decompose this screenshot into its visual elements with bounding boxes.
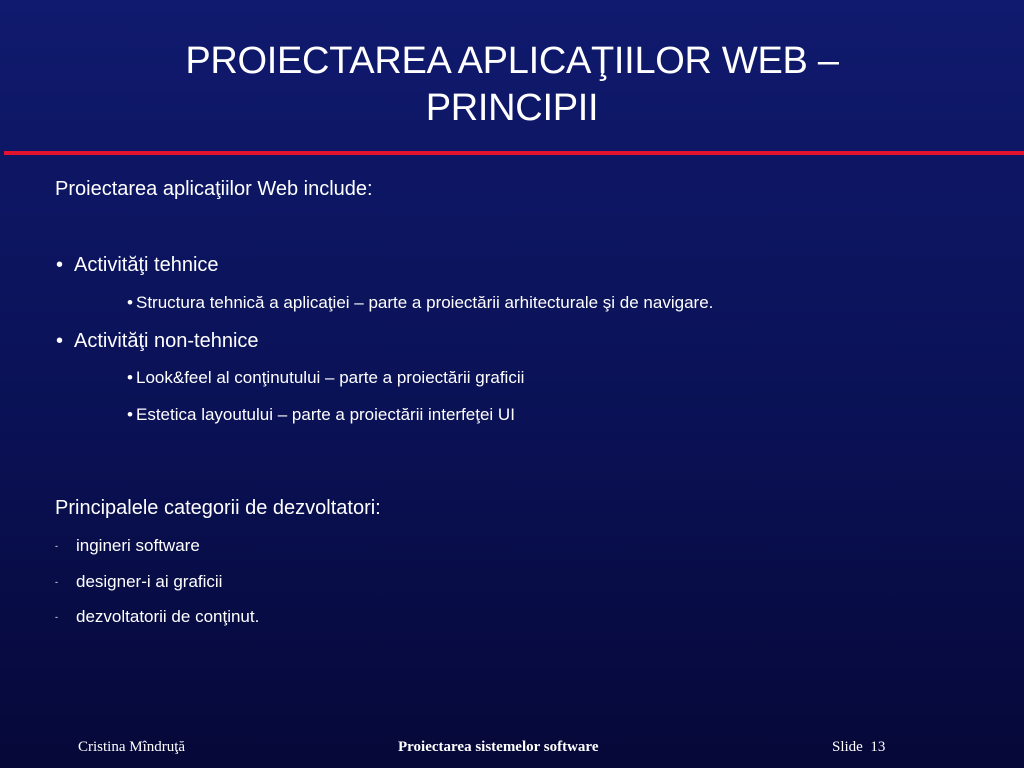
bullet-nontechnical xyxy=(56,330,259,353)
subbullet-layout xyxy=(127,405,515,425)
footer-slide-number xyxy=(832,739,885,756)
subbullet-lookfeel xyxy=(127,368,524,388)
footer-slide-label: Slide xyxy=(832,739,863,755)
dash-icon: - xyxy=(55,612,58,622)
footer-course: Proiectarea sistemelor software xyxy=(398,739,599,755)
bullet-icon: • xyxy=(56,330,64,352)
slide-title-line2: PRINCIPII xyxy=(425,87,599,129)
footer-author: Cristina Mîndruţă xyxy=(78,739,186,755)
subbullet-text: Structura tehnică a aplicaţiei – parte a proiectării arhitecturale şi de navigare. xyxy=(136,293,714,312)
bullet-icon: • xyxy=(56,254,64,276)
bullet-technical-label: Activităţi tehnice xyxy=(74,254,219,276)
slide-title xyxy=(0,38,1024,132)
subbullet-text: Look&feel al conţinutului – parte a proiectării graficii xyxy=(136,368,525,387)
title-divider xyxy=(4,151,1024,155)
developer-item-text: ingineri software xyxy=(76,536,200,555)
subbullet-text: Estetica layoutului – parte a proiectării interfeţei UI xyxy=(136,405,515,424)
developer-item xyxy=(55,536,200,556)
bullet-nontechnical-label: Activităţi non-tehnice xyxy=(74,330,259,352)
dash-icon: - xyxy=(55,541,58,551)
bullet-technical xyxy=(56,254,219,277)
bullet-icon: • xyxy=(127,405,133,424)
slide-title-line1: PROIECTAREA APLICAŢIILOR WEB – xyxy=(185,40,839,82)
developer-item-text: designer-i ai graficii xyxy=(76,572,223,591)
bullet-icon: • xyxy=(127,293,133,312)
developer-item-text: dezvoltatorii de conţinut. xyxy=(76,607,260,626)
categories-heading: Principalele categorii de dezvoltatori: xyxy=(55,497,381,519)
developer-item xyxy=(55,607,259,627)
dash-icon: - xyxy=(55,577,58,587)
intro-text: Proiectarea aplicaţiilor Web include: xyxy=(55,178,373,200)
developer-item xyxy=(55,572,222,592)
subbullet-technical-structure xyxy=(127,293,713,313)
footer-slide-value: 13 xyxy=(870,739,886,755)
bullet-icon: • xyxy=(127,368,133,387)
